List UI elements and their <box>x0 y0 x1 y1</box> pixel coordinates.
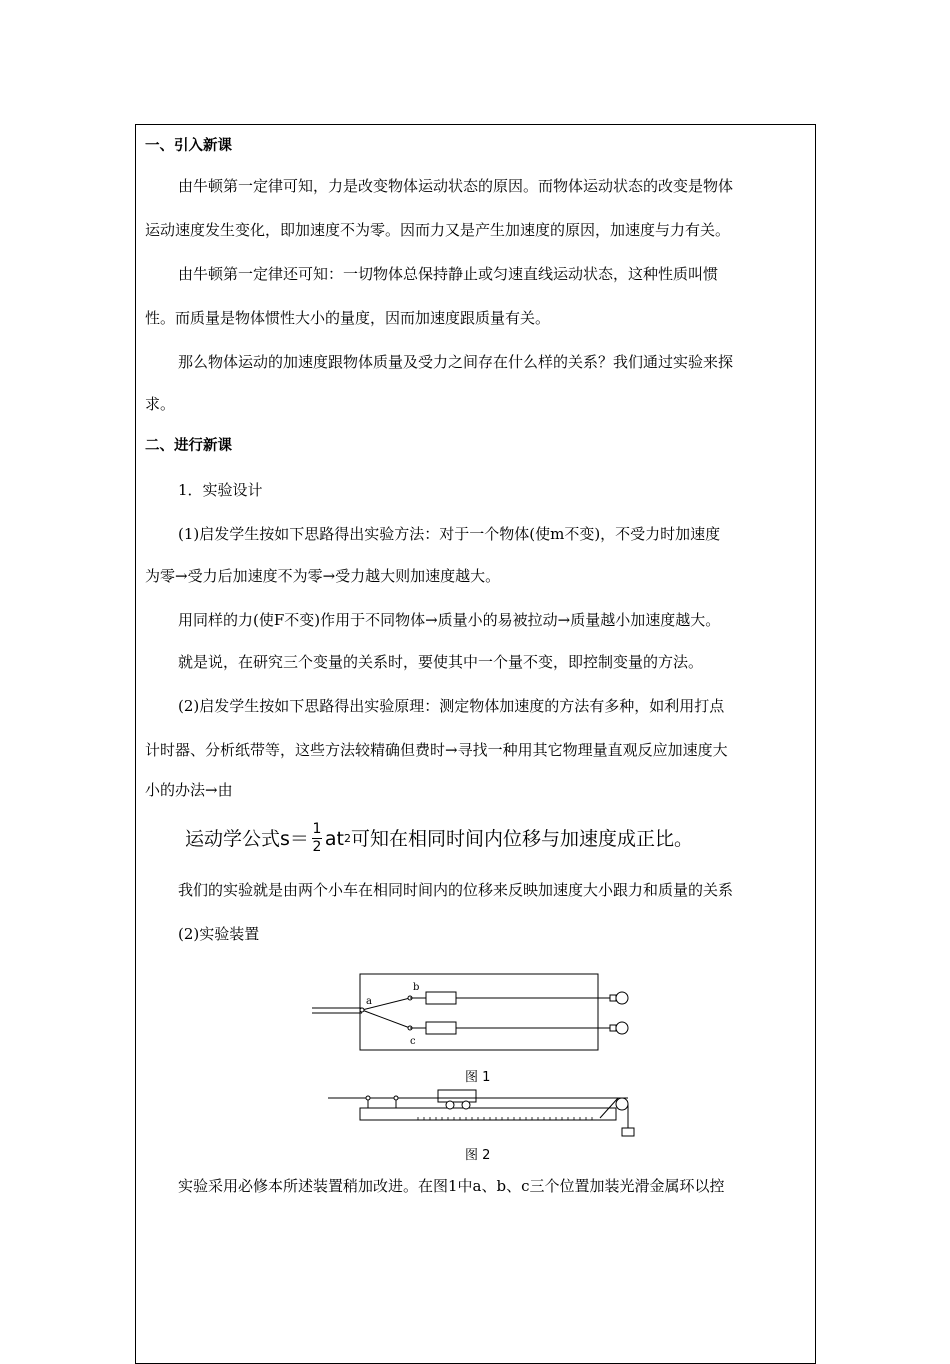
fraction-denominator: 2 <box>312 839 322 855</box>
experiment-summary-line: 我们的实验就是由两个小车在相同时间内的位移来反映加速度大小跟力和质量的关系 <box>178 881 734 899</box>
design-3-line: 就是说，在研究三个变量的关系时，要使其中一个量不变，即控制变量的方法。 <box>178 653 704 671</box>
paragraph-2-line-2: 性。而质量是物体惯性大小的量度，因而加速度跟质量有关。 <box>145 309 551 327</box>
section1-heading: 一、引入新课 <box>145 138 232 154</box>
item-1-heading: 1．实验设计 <box>178 481 263 499</box>
label-a: a <box>366 996 372 1007</box>
principle-line-2: 计时器、分析纸带等，这些方法较精确但费时→寻找一种用其它物理量直观反应加速度大 <box>145 741 728 759</box>
design-1-line-2: 为零→受力后加速度不为零→受力越大则加速度越大。 <box>145 567 501 585</box>
paragraph-3-line-1: 那么物体运动的加速度跟物体质量及受力之间存在什么样的关系？我们通过实验来探 <box>178 353 734 371</box>
formula-suffix: 可知在相同时间内位移与加速度成正比。 <box>351 827 694 850</box>
section2-heading: 二、进行新课 <box>145 438 232 454</box>
paragraph-1-line-2: 运动速度发生变化，即加速度不为零。因而力又是产生加速度的原因，加速度与力有关。 <box>145 221 731 239</box>
paragraph-3-line-2: 求。 <box>145 395 176 413</box>
principle-line-1: (2)启发学生按如下思路得出实验原理：测定物体加速度的方法有多种，如利用打点 <box>178 697 725 715</box>
paragraph-2-line-1: 由牛顿第一定律还可知：一切物体总保持静止或匀速直线运动状态，这种性质叫惯 <box>178 265 719 283</box>
fraction-numerator: 1 <box>312 821 322 837</box>
figure-1-diagram <box>310 972 650 1052</box>
label-c: c <box>410 1036 416 1047</box>
item-2-heading: (2)实验装置 <box>178 925 260 943</box>
design-2-line: 用同样的力(使F不变)作用于不同物体→质量小的易被拉动→质量越小加速度越大。 <box>178 611 721 629</box>
figure-2-caption: 图 2 <box>465 1148 491 1163</box>
fraction-one-half <box>312 822 322 855</box>
principle-line-3: 小的办法→由 <box>145 781 233 799</box>
formula-prefix: 运动学公式s＝ <box>185 827 309 850</box>
figure-1-caption: 图 1 <box>465 1070 491 1085</box>
formula-at: at <box>324 827 344 850</box>
figure-2-diagram <box>328 1084 648 1142</box>
kinematics-formula <box>185 822 693 855</box>
formula-exponent: 2 <box>344 831 351 845</box>
paragraph-1-line-1: 由牛顿第一定律可知，力是改变物体运动状态的原因。而物体运动状态的改变是物体 <box>178 177 734 195</box>
apparatus-description-line: 实验采用必修本所述装置稍加改进。在图1中a、b、c三个位置加装光滑金属环以控 <box>178 1177 725 1195</box>
design-1-line-1: (1)启发学生按如下思路得出实验方法：对于一个物体(使m不变)，不受力时加速度 <box>178 525 721 543</box>
label-b: b <box>413 982 420 993</box>
